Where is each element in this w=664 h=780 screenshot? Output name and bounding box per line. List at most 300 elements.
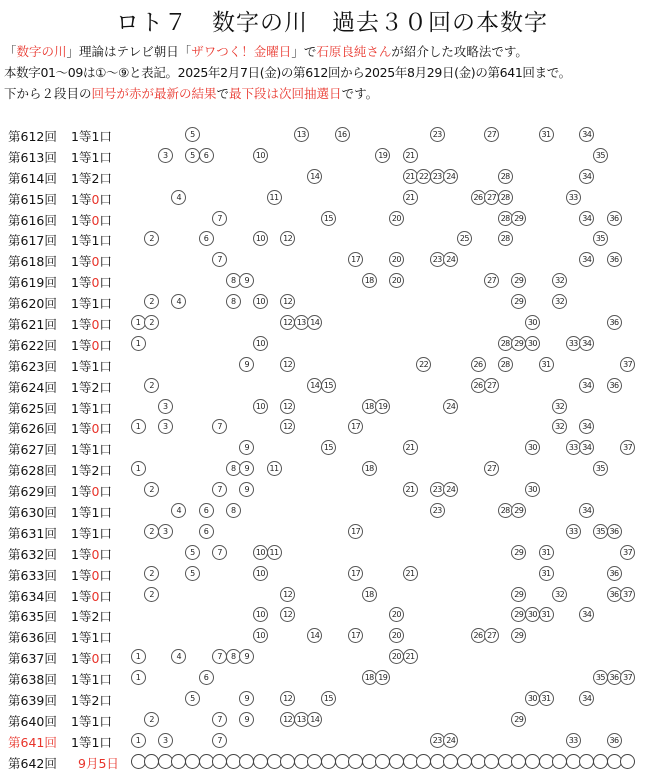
draw-number: 第636回	[8, 630, 57, 646]
number-ball: 36	[607, 670, 622, 685]
number-ball: 36	[607, 211, 622, 226]
number-ball: 27	[484, 273, 499, 288]
number-ball: 34	[579, 336, 594, 351]
draw-number: 第620回	[8, 296, 57, 312]
winner-count: 1等1口	[71, 358, 112, 374]
number-ball: 9	[239, 712, 254, 727]
draw-row	[0, 438, 664, 459]
draw-number: 第617回	[8, 233, 57, 249]
number-ball: 7	[212, 482, 227, 497]
empty-number-slot	[280, 754, 295, 769]
draw-number: 第628回	[8, 463, 57, 479]
intro-highlight: 最下段は次回抽選日	[229, 86, 342, 101]
winner-count: 1等2口	[71, 693, 112, 709]
number-ball: 7	[212, 545, 227, 560]
number-ball: 20	[389, 252, 404, 267]
number-ball: 21	[403, 190, 418, 205]
number-ball: 30	[525, 336, 540, 351]
number-ball: 4	[171, 190, 186, 205]
draw-number: 第641回	[8, 734, 57, 750]
number-ball: 4	[171, 649, 186, 664]
winner-count: 1等0口	[71, 317, 112, 333]
draw-row	[0, 585, 664, 606]
number-ball: 3	[158, 419, 173, 434]
draw-number: 第629回	[8, 484, 57, 500]
number-ball: 21	[403, 482, 418, 497]
number-ball: 18	[362, 273, 377, 288]
empty-number-slot	[253, 754, 268, 769]
number-ball: 29	[511, 545, 526, 560]
number-ball: 10	[253, 231, 268, 246]
number-ball: 36	[607, 566, 622, 581]
draw-row	[0, 146, 664, 167]
draw-number: 第612回	[8, 129, 57, 144]
next-draw-row	[0, 752, 664, 773]
number-ball: 3	[158, 399, 173, 414]
winner-count: 1等1口	[71, 296, 112, 312]
winner-count: 1等0口	[71, 275, 112, 291]
number-ball: 21	[403, 649, 418, 664]
number-ball: 17	[348, 252, 363, 267]
number-ball: 23	[430, 733, 445, 748]
number-ball: 17	[348, 524, 363, 539]
intro-line-1	[4, 42, 528, 60]
number-ball: 32	[552, 587, 567, 602]
number-ball: 33	[566, 733, 581, 748]
number-ball: 31	[539, 607, 554, 622]
draw-number: 第621回	[8, 317, 57, 333]
number-ball: 24	[443, 252, 458, 267]
draw-row	[0, 292, 664, 313]
draw-row	[0, 647, 664, 668]
winner-count: 1等2口	[71, 379, 112, 395]
number-ball: 2	[144, 524, 159, 539]
winner-count: 1等1口	[71, 713, 112, 729]
number-ball: 2	[144, 566, 159, 581]
number-ball: 7	[212, 733, 227, 748]
number-ball: 30	[525, 315, 540, 330]
number-ball: 18	[362, 461, 377, 476]
number-ball: 12	[280, 607, 295, 622]
number-ball: 33	[566, 440, 581, 455]
number-ball: 37	[620, 440, 635, 455]
number-ball: 35	[593, 670, 608, 685]
draw-number: 第622回	[8, 337, 57, 353]
number-ball: 20	[389, 211, 404, 226]
number-ball: 21	[403, 566, 418, 581]
number-ball: 2	[144, 482, 159, 497]
number-ball: 2	[144, 315, 159, 330]
draw-row	[0, 605, 664, 626]
number-ball: 8	[226, 273, 241, 288]
winner-count: 1等0口	[71, 484, 112, 500]
number-ball: 11	[267, 190, 282, 205]
winner-count: 1等0口	[71, 254, 112, 270]
number-ball: 31	[539, 566, 554, 581]
number-ball: 36	[607, 524, 622, 539]
number-ball: 12	[280, 712, 295, 727]
number-ball: 18	[362, 399, 377, 414]
number-ball: 37	[620, 357, 635, 372]
intro-highlight: 回号が赤が最新の結果	[91, 86, 217, 101]
draw-number: 第626回	[8, 421, 57, 437]
draw-number: 第613回	[8, 149, 57, 165]
number-ball: 6	[199, 148, 214, 163]
number-ball: 5	[185, 127, 200, 142]
empty-number-slot	[457, 754, 472, 769]
number-ball: 12	[280, 315, 295, 330]
number-ball: 29	[511, 294, 526, 309]
intro-text: が紹介した攻略法です。	[391, 44, 528, 59]
intro-text: 」理論はテレビ朝日「	[66, 44, 192, 59]
number-ball: 32	[552, 273, 567, 288]
winner-count: 1等0口	[71, 191, 112, 207]
number-ball: 19	[375, 670, 390, 685]
number-ball: 23	[430, 503, 445, 518]
number-ball: 26	[471, 357, 486, 372]
draw-number: 第633回	[8, 567, 57, 583]
draw-row	[0, 522, 664, 543]
number-ball: 36	[607, 315, 622, 330]
number-ball: 9	[239, 691, 254, 706]
draw-row	[0, 334, 664, 355]
number-ball: 23	[430, 127, 445, 142]
number-ball: 5	[185, 148, 200, 163]
number-ball: 19	[375, 399, 390, 414]
number-ball: 6	[199, 503, 214, 518]
number-ball: 36	[607, 252, 622, 267]
draw-number: 第630回	[8, 505, 57, 521]
number-ball: 26	[471, 628, 486, 643]
number-ball: 1	[131, 733, 146, 748]
intro-text: 下から２段目の	[4, 86, 92, 101]
number-ball: 34	[579, 503, 594, 518]
number-ball: 9	[239, 273, 254, 288]
winner-count: 1等1口	[71, 734, 112, 750]
winner-count: 1等0口	[71, 546, 112, 562]
number-ball: 13	[294, 712, 309, 727]
number-ball: 8	[226, 461, 241, 476]
number-ball: 28	[498, 357, 513, 372]
number-ball: 4	[171, 294, 186, 309]
intro-text: 「	[4, 44, 17, 59]
number-ball: 15	[321, 440, 336, 455]
winner-count: 1等2口	[71, 463, 112, 479]
number-ball: 7	[212, 211, 227, 226]
draw-number: 第634回	[8, 588, 57, 604]
number-ball: 27	[484, 190, 499, 205]
number-ball: 23	[430, 482, 445, 497]
number-ball: 34	[579, 378, 594, 393]
draw-number: 第637回	[8, 651, 57, 667]
number-ball: 17	[348, 628, 363, 643]
empty-number-slot	[552, 754, 567, 769]
number-ball: 29	[511, 273, 526, 288]
number-ball: 1	[131, 670, 146, 685]
number-ball: 10	[253, 148, 268, 163]
number-ball: 9	[239, 461, 254, 476]
number-ball: 3	[158, 148, 173, 163]
number-ball: 19	[375, 148, 390, 163]
draw-row	[0, 543, 664, 564]
number-ball: 30	[525, 482, 540, 497]
number-river-grid	[0, 125, 664, 773]
empty-number-slot	[525, 754, 540, 769]
number-ball: 5	[185, 545, 200, 560]
number-ball: 3	[158, 733, 173, 748]
empty-number-slot	[484, 754, 499, 769]
draw-row	[0, 250, 664, 271]
number-ball: 4	[171, 503, 186, 518]
number-ball: 33	[566, 336, 581, 351]
intro-highlight: ザワつく！金曜日	[191, 44, 292, 59]
draw-row	[0, 480, 664, 501]
number-ball: 35	[593, 148, 608, 163]
draw-number: 第632回	[8, 546, 57, 562]
number-ball: 7	[212, 419, 227, 434]
number-ball: 15	[321, 211, 336, 226]
number-ball: 6	[199, 670, 214, 685]
number-ball: 17	[348, 419, 363, 434]
draw-row	[0, 710, 664, 731]
draw-row	[0, 626, 664, 647]
winner-count: 1等2口	[71, 170, 112, 186]
draw-row	[0, 731, 664, 752]
intro-text: 」で	[291, 44, 317, 59]
number-ball: 14	[307, 169, 322, 184]
number-ball: 6	[199, 524, 214, 539]
number-ball: 29	[511, 503, 526, 518]
draw-row	[0, 668, 664, 689]
winner-count: 1等0口	[71, 588, 112, 604]
number-ball: 27	[484, 127, 499, 142]
empty-number-slot	[593, 754, 608, 769]
number-ball: 30	[525, 607, 540, 622]
number-ball: 5	[185, 691, 200, 706]
draw-row	[0, 271, 664, 292]
draw-row	[0, 229, 664, 250]
number-ball: 35	[593, 524, 608, 539]
empty-number-slot	[416, 754, 431, 769]
draw-number: 第614回	[8, 170, 57, 186]
number-ball: 2	[144, 378, 159, 393]
number-ball: 10	[253, 545, 268, 560]
number-ball: 2	[144, 294, 159, 309]
number-ball: 14	[307, 712, 322, 727]
winner-count: 1等1口	[71, 672, 112, 688]
number-ball: 28	[498, 231, 513, 246]
number-ball: 1	[131, 336, 146, 351]
empty-number-slot	[212, 754, 227, 769]
draw-row	[0, 564, 664, 585]
number-ball: 7	[212, 252, 227, 267]
number-ball: 10	[253, 566, 268, 581]
number-ball: 9	[239, 649, 254, 664]
next-draw-number: 第642回	[8, 755, 57, 771]
draw-number: 第619回	[8, 275, 57, 291]
number-ball: 18	[362, 587, 377, 602]
draw-row	[0, 376, 664, 397]
empty-number-slot	[321, 754, 336, 769]
draw-number: 第627回	[8, 442, 57, 458]
number-ball: 2	[144, 587, 159, 602]
intro-line-2: 本数字01〜09は①〜⑨と表記。2025年2月7日(金)の第612回から2025年8月29日(金)の第641回まで。	[4, 65, 571, 80]
number-ball: 31	[539, 691, 554, 706]
draw-row	[0, 125, 664, 146]
number-ball: 20	[389, 628, 404, 643]
draw-number: 第623回	[8, 358, 57, 374]
winner-count: 1等1口	[71, 442, 112, 458]
intro-highlight: 数字の川	[16, 44, 67, 59]
number-ball: 12	[280, 294, 295, 309]
number-ball: 30	[525, 691, 540, 706]
draw-row	[0, 689, 664, 710]
number-ball: 14	[307, 628, 322, 643]
draw-number: 第618回	[8, 254, 57, 270]
number-ball: 8	[226, 649, 241, 664]
number-ball: 32	[552, 419, 567, 434]
number-ball: 36	[607, 733, 622, 748]
number-ball: 8	[226, 503, 241, 518]
number-ball: 31	[539, 545, 554, 560]
number-ball: 10	[253, 399, 268, 414]
number-ball: 22	[416, 357, 431, 372]
number-ball: 35	[593, 231, 608, 246]
number-ball: 9	[239, 357, 254, 372]
number-ball: 22	[416, 169, 431, 184]
number-ball: 29	[511, 336, 526, 351]
draw-row	[0, 397, 664, 418]
number-ball: 26	[471, 190, 486, 205]
draw-number: 第631回	[8, 525, 57, 541]
number-ball: 17	[348, 566, 363, 581]
number-ball: 29	[511, 628, 526, 643]
number-ball: 12	[280, 357, 295, 372]
number-ball: 24	[443, 482, 458, 497]
winner-count: 1等2口	[71, 609, 112, 625]
number-ball: 29	[511, 211, 526, 226]
number-ball: 1	[131, 419, 146, 434]
number-ball: 23	[430, 169, 445, 184]
number-ball: 10	[253, 607, 268, 622]
draw-row	[0, 313, 664, 334]
number-ball: 12	[280, 399, 295, 414]
number-ball: 27	[484, 628, 499, 643]
empty-number-slot	[185, 754, 200, 769]
number-ball: 21	[403, 148, 418, 163]
draw-number: 第640回	[8, 713, 57, 729]
draw-number: 第639回	[8, 693, 57, 709]
number-ball: 34	[579, 252, 594, 267]
number-ball: 15	[321, 691, 336, 706]
number-ball: 36	[607, 378, 622, 393]
winner-count: 1等1口	[71, 129, 112, 144]
number-ball: 37	[620, 670, 635, 685]
number-ball: 10	[253, 294, 268, 309]
number-ball: 14	[307, 315, 322, 330]
number-ball: 3	[158, 524, 173, 539]
number-ball: 34	[579, 607, 594, 622]
draw-row	[0, 417, 664, 438]
number-ball: 16	[335, 127, 350, 142]
number-ball: 34	[579, 691, 594, 706]
number-ball: 20	[389, 607, 404, 622]
number-ball: 28	[498, 190, 513, 205]
number-ball: 24	[443, 399, 458, 414]
number-ball: 34	[579, 419, 594, 434]
winner-count: 1等1口	[71, 525, 112, 541]
number-ball: 34	[579, 169, 594, 184]
draw-row	[0, 209, 664, 230]
number-ball: 33	[566, 524, 581, 539]
number-ball: 31	[539, 357, 554, 372]
draw-number: 第635回	[8, 609, 57, 625]
number-ball: 11	[267, 545, 282, 560]
number-ball: 20	[389, 649, 404, 664]
number-ball: 13	[294, 127, 309, 142]
number-ball: 34	[579, 127, 594, 142]
draw-row	[0, 188, 664, 209]
number-ball: 36	[607, 587, 622, 602]
number-ball: 25	[457, 231, 472, 246]
number-ball: 30	[525, 440, 540, 455]
number-ball: 23	[430, 252, 445, 267]
intro-text: で	[216, 86, 230, 101]
number-ball: 14	[307, 378, 322, 393]
empty-number-slot	[620, 754, 635, 769]
number-ball: 1	[131, 315, 146, 330]
number-ball: 7	[212, 649, 227, 664]
number-ball: 32	[552, 399, 567, 414]
number-ball: 10	[253, 628, 268, 643]
number-ball: 21	[403, 440, 418, 455]
draw-row	[0, 167, 664, 188]
draw-number: 第625回	[8, 400, 57, 416]
number-ball: 34	[579, 211, 594, 226]
number-ball: 34	[579, 440, 594, 455]
number-ball: 37	[620, 545, 635, 560]
number-ball: 20	[389, 273, 404, 288]
winner-count: 1等0口	[71, 212, 112, 228]
winner-count: 1等1口	[71, 400, 112, 416]
draw-row	[0, 459, 664, 480]
number-ball: 31	[539, 127, 554, 142]
intro-text: です。	[341, 86, 379, 101]
next-draw-date: 9月5日	[78, 755, 119, 771]
number-ball: 37	[620, 587, 635, 602]
winner-count: 1等1口	[71, 505, 112, 521]
number-ball: 9	[239, 482, 254, 497]
number-ball: 18	[362, 670, 377, 685]
draw-number: 第624回	[8, 379, 57, 395]
draw-number: 第638回	[8, 672, 57, 688]
draw-row	[0, 355, 664, 376]
empty-number-slot	[144, 754, 159, 769]
number-ball: 15	[321, 378, 336, 393]
number-ball: 12	[280, 419, 295, 434]
winner-count: 1等0口	[71, 567, 112, 583]
winner-count: 1等0口	[71, 421, 112, 437]
number-ball: 32	[552, 294, 567, 309]
number-ball: 26	[471, 378, 486, 393]
number-ball: 12	[280, 587, 295, 602]
number-ball: 33	[566, 190, 581, 205]
winner-count: 1等1口	[71, 149, 112, 165]
winner-count: 1等1口	[71, 630, 112, 646]
number-ball: 28	[498, 336, 513, 351]
number-ball: 21	[403, 169, 418, 184]
number-ball: 29	[511, 587, 526, 602]
